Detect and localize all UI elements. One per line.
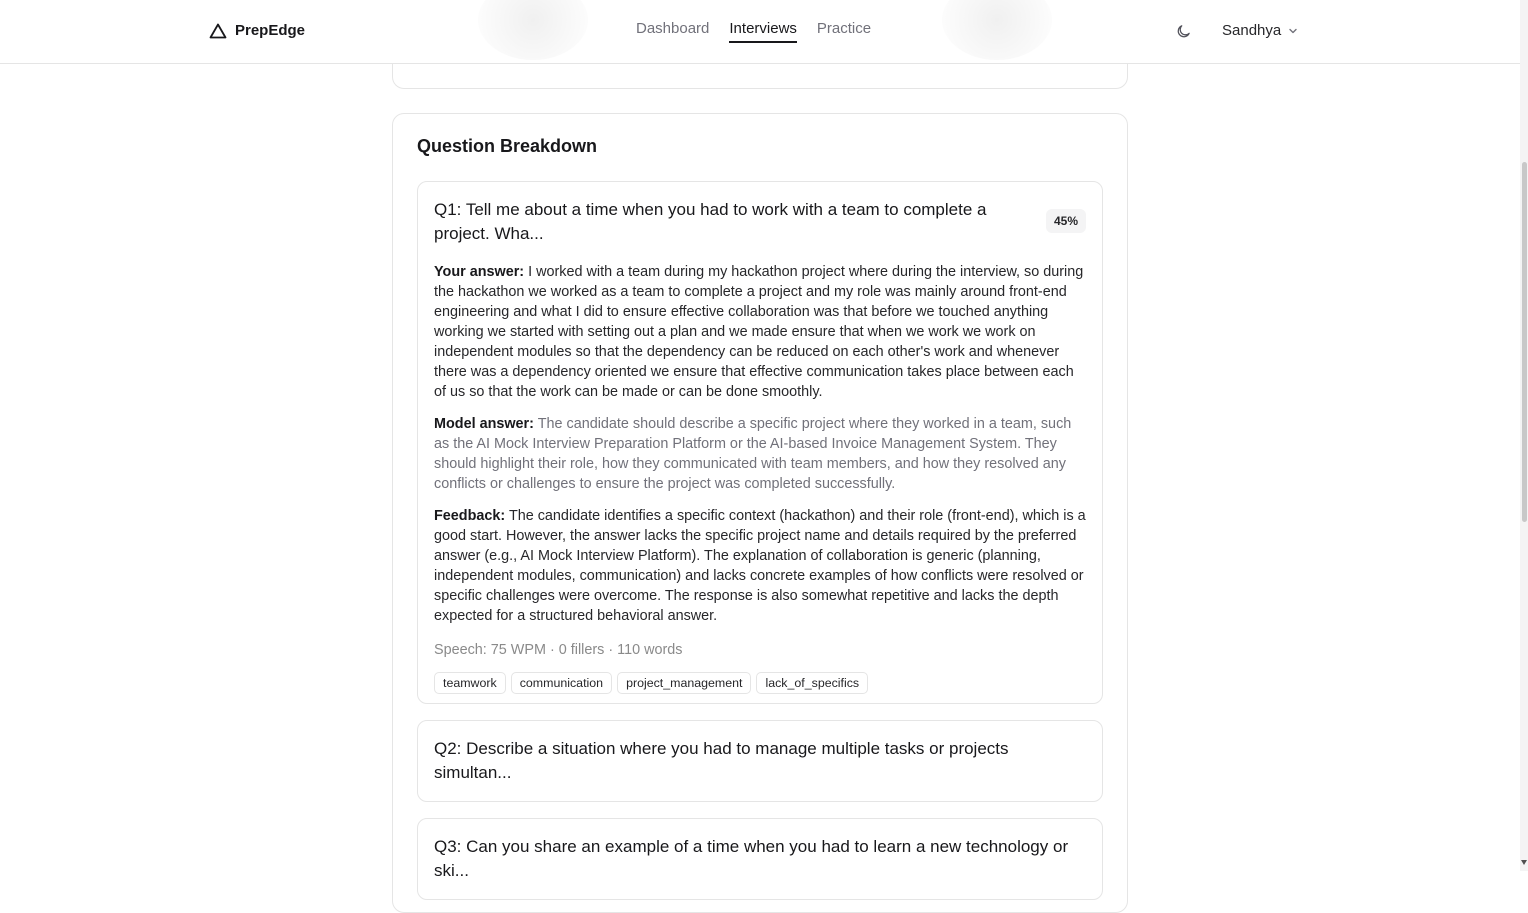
brand-logo[interactable] [209, 22, 305, 39]
speech-stats: Speech: 75 WPM · 0 fillers · 110 words [434, 642, 683, 658]
model-answer-text: The candidate should describe a specific project where they worked in a team, such as the AI Mock Interview Preparation Platform or the AI-based Invoice Management System. They should highlight their role, how they communicated with team members, and how they resolved any conflicts or challenges to ensure the project was completed successfully. [434, 416, 1072, 492]
feedback-text: The candidate identifies a specific context (hackathon) and their role (front-end), which is a good start. However, the answer lacks the specific project name and details required by the preferred answer (e.g., AI Mock Interview Platform). The explanation of collaboration is generic (planning, independent modules, communication) and lacks concrete examples of how conflicts were resolved or specific challenges were overcome. The response is also somewhat repetitive and lacks the depth expected for a structured behavioral answer. [434, 508, 1086, 624]
nav-dashboard[interactable]: Dashboard [636, 20, 710, 37]
brand-name: PrepEdge [235, 22, 306, 39]
question-card-q3[interactable] [417, 818, 1103, 900]
scroll-down-arrow-icon[interactable] [1521, 860, 1527, 865]
top-navbar [0, 0, 1520, 64]
tag: project_management [617, 672, 751, 694]
nav-practice[interactable]: Practice [816, 20, 872, 37]
tag: teamwork [434, 672, 506, 694]
tag: lack_of_specifics [756, 672, 868, 694]
chevron-down-icon [1287, 25, 1299, 37]
model-answer-label: Model answer: [434, 416, 534, 432]
main-nav [636, 20, 871, 43]
your-answer-text: I worked with a team during my hackathon project where during the interview, so during the hackathon we worked as a team to complete a project and my role was mainly around front-end engineering and what I did to ensure effective collaboration was that before we touched anything working we started with setting out a plan and we made ensure that when we work we work on independent modules so that the dependency can be reduced on each other's work and whenever there was a dependency oriented we ensure that effective communication takes place between each of us so that the work can be made or can be done smoothly. [434, 264, 1084, 400]
triangle-logo-icon [209, 23, 227, 39]
user-menu[interactable] [1222, 22, 1299, 39]
tag: communication [511, 672, 612, 694]
question-card-q1[interactable] [417, 181, 1103, 704]
feedback-label: Feedback: [434, 508, 506, 524]
question-card-q2[interactable] [417, 720, 1103, 802]
user-name: Sandhya [1222, 22, 1282, 39]
scrollbar-thumb[interactable] [1522, 162, 1527, 522]
score-badge: 45% [1046, 209, 1086, 233]
nav-interviews[interactable]: Interviews [729, 20, 797, 43]
question-title: Q2: Describe a situation where you had to manage multiple tasks or projects simultan... [434, 739, 1009, 782]
question-title: Q3: Can you share an example of a time when you had to learn a new technology or ski... [434, 837, 1069, 880]
question-breakdown-card [392, 113, 1128, 913]
model-answer [434, 414, 1086, 494]
question-title: Q1: Tell me about a time when you had to work with a team to complete a project. Wha... [434, 200, 987, 243]
section-title: Question Breakdown [417, 136, 598, 156]
tag-list [434, 672, 1086, 694]
moon-icon [1175, 23, 1192, 40]
your-answer [434, 262, 1086, 402]
theme-toggle-button[interactable] [1175, 23, 1192, 45]
your-answer-label: Your answer: [434, 264, 525, 280]
feedback [434, 506, 1086, 626]
